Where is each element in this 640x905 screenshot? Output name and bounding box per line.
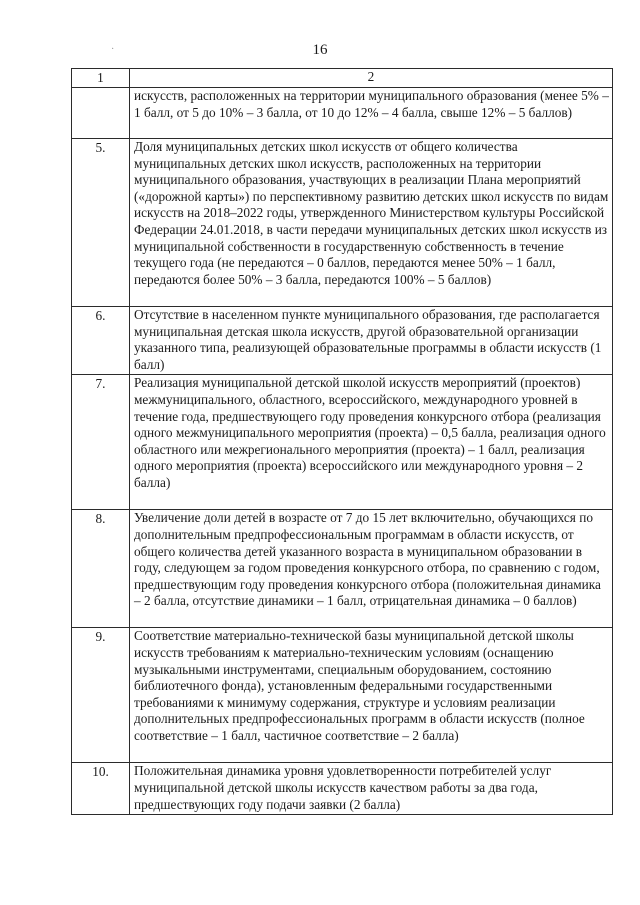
- table-row: [72, 628, 613, 763]
- row-number: 9.: [72, 628, 130, 763]
- page-number: 16: [312, 42, 328, 58]
- row-text: Отсутствие в населенном пункте муниципального образования, где располагается муниципальная детская школа искусств, другой образовательной организации указанного типа, реализующей образовательные программы в области искусств (1 балл): [130, 307, 613, 375]
- column-header-criterion: 2: [130, 69, 613, 88]
- criteria-table: [71, 68, 613, 815]
- row-number: [72, 88, 130, 139]
- row-text: Реализация муниципальной детской школой искусств мероприятий (проектов) межмуниципального, областного, всероссийского, международного уровней в течение года, предшествующего году проведения конкурсного отбора (реализация одного межмуниципального мероприятия (проекта) – 0,5 балла, реализация одного областного или межрегионального мероприятия (проекта) – 1 балл, реализация одного мероприятия (проекта) всероссийского или международного уровня – 2 балла): [130, 375, 613, 510]
- row-text: Увеличение доли детей в возрасте от 7 до 15 лет включительно, обучающихся по дополнительным предпрофессиональным программам в области искусств, от общего количества детей указанного возраста в муниципальном образовании в году, следующем за годом проведения конкурсного отбора, по сравнению с годом, предшествующим году проведения конкурсного отбора (положительная динамика – 2 балла, отсутствие динамики – 1 балл, отрицательная динамика – 0 баллов): [130, 510, 613, 628]
- table-row: [72, 763, 613, 815]
- row-text: искусств, расположенных на территории муниципального образования (менее 5% – 1 балл, от 5 до 10% – 3 балла, от 10 до 12% – 4 балла, свыше 12% – 5 баллов): [130, 88, 613, 139]
- margin-mark: ·: [111, 44, 115, 55]
- column-header-number: 1: [72, 69, 130, 88]
- table-row: [72, 510, 613, 628]
- row-number: 8.: [72, 510, 130, 628]
- table-row: [72, 375, 613, 510]
- row-text: Соответствие материально-технической базы муниципальной детской школы искусств требованиям к материально-техническим условиям (оснащению музыкальными инструментами, специальным оборудованием, состоянию библиотечного фонда), установленным федеральными государственными требованиями к минимуму содержания, структуре и условиям реализации дополнительных предпрофессиональных программ в области искусств (полное соответствие – 1 балл, частичное соответствие – 2 балла): [130, 628, 613, 763]
- table-row: [72, 307, 613, 375]
- row-number: 6.: [72, 307, 130, 375]
- row-number: 5.: [72, 139, 130, 307]
- row-number: 10.: [72, 763, 130, 815]
- table-header-row: [72, 69, 613, 88]
- table-row: [72, 139, 613, 307]
- table-row: [72, 88, 613, 139]
- row-text: Доля муниципальных детских школ искусств от общего количества муниципальных детских школ искусств, расположенных на территории муниципального образования, участвующих в реализации Плана мероприятий («дорожной карты») по перспективному развитию детских школ искусств по видам искусств на 2018–2022 годы, утвержденного Министерством культуры Российской Федерации 24.01.2018, в части передачи муниципальных детских школ искусств из муниципальной собственности в государственную собственность в течение текущего года (не передаются – 0 баллов, передаются менее 50% – 1 балл, передаются более 50% – 3 балла, передаются 100% – 5 баллов): [130, 139, 613, 307]
- row-text: Положительная динамика уровня удовлетворенности потребителей услуг муниципальной детской школы искусств качеством работы за два года, предшествующих году подачи заявки (2 балла): [130, 763, 613, 815]
- row-number: 7.: [72, 375, 130, 510]
